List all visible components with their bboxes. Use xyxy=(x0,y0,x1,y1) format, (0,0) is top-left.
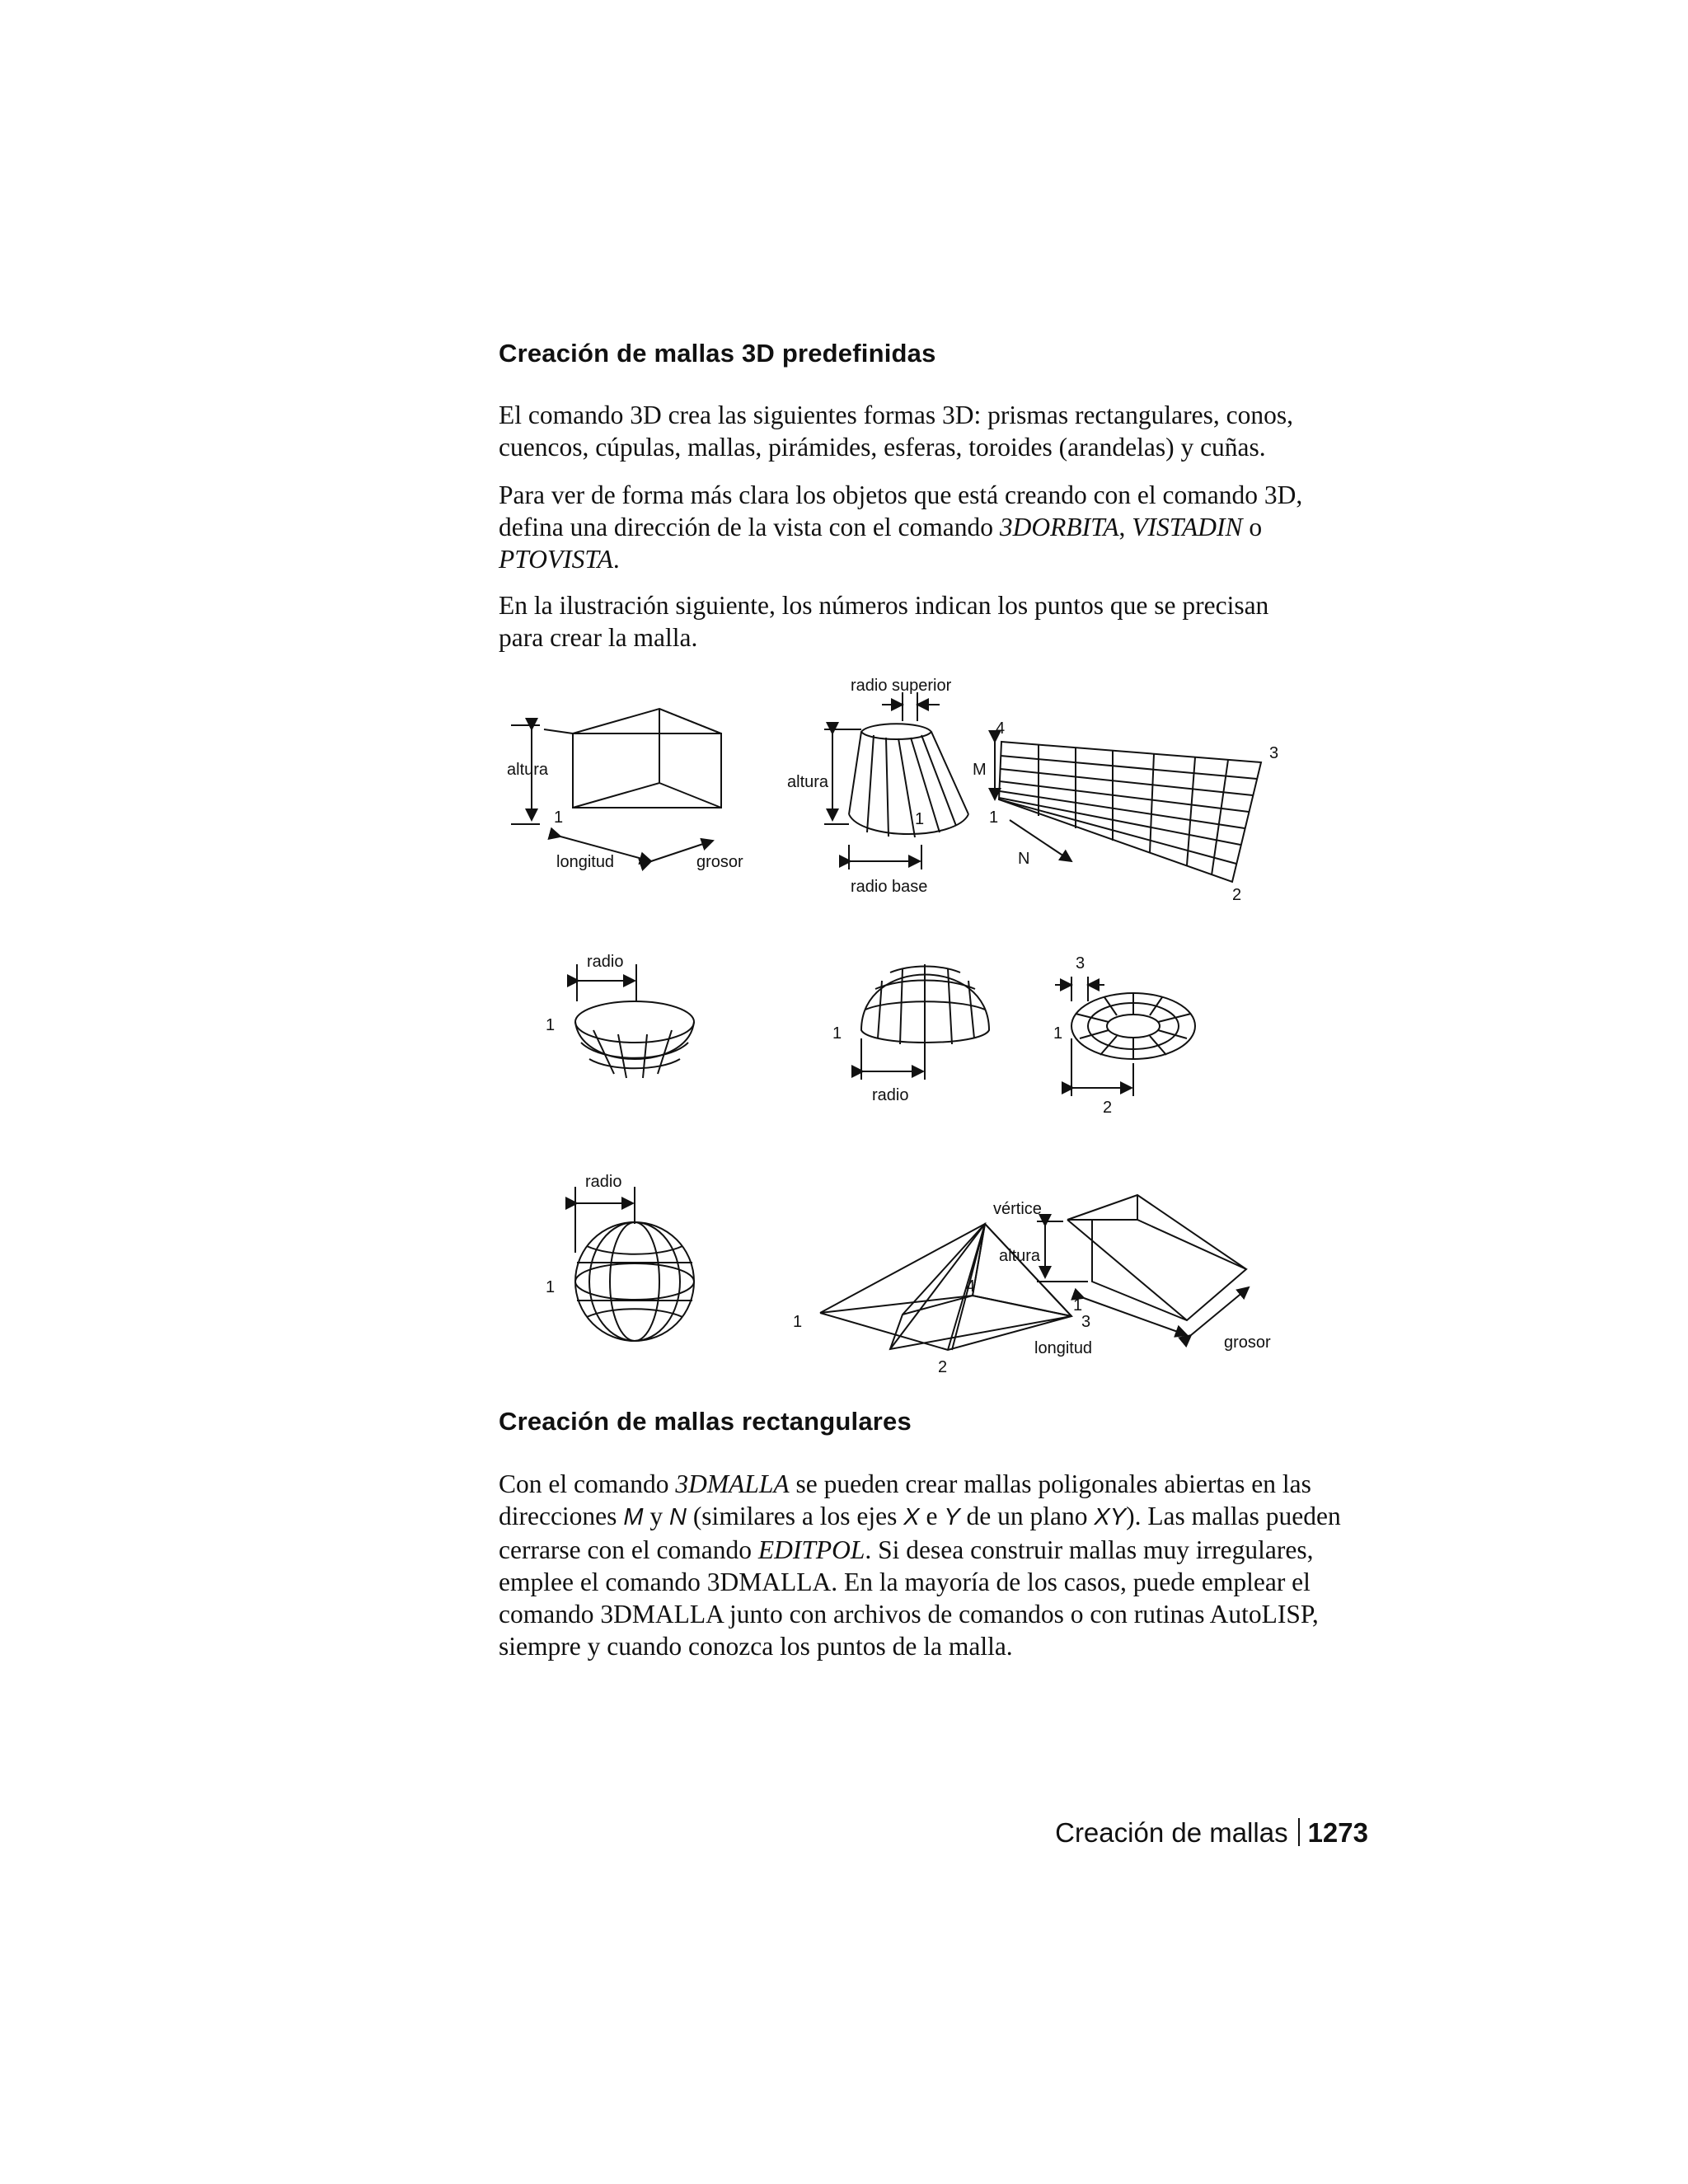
paragraph-view-direction: Para ver de forma más clara los objetos que está creando con el comando 3D, defina una dirección de la vista con el comando 3DORBITA, VISTADIN o PTOVISTA. xyxy=(499,480,1303,574)
mesh-N-label: N xyxy=(1018,850,1030,868)
paragraph-3d-shapes: El comando 3D crea las siguientes formas 3D: prismas rectangulares, conos, cuencos, cúpulas, mallas, pirámides, esferas, toroides (arandelas) y cuñas. xyxy=(499,401,1293,462)
bowl-radio-label: radio xyxy=(587,953,624,971)
dome-diagram xyxy=(832,964,989,1104)
mesh-point-3: 3 xyxy=(1269,744,1279,762)
dome-point-1: 1 xyxy=(832,1024,842,1043)
bowl-point-1: 1 xyxy=(546,1016,556,1034)
pyramid-point-3: 3 xyxy=(1081,1313,1091,1331)
wedge-altura-label: altura xyxy=(999,1247,1041,1265)
command-editpol: EDITPOL xyxy=(757,1535,865,1564)
pyramid-vertice-label: vértice xyxy=(993,1200,1042,1218)
sphere-radio-label: radio xyxy=(585,1173,622,1191)
wedge-grosor-label: grosor xyxy=(1224,1333,1271,1352)
mesh-shapes-figure xyxy=(495,676,1319,1385)
torus-point-2: 2 xyxy=(1103,1099,1113,1117)
wedge-longitud-label: longitud xyxy=(1034,1339,1093,1357)
box-longitud-label: longitud xyxy=(556,853,615,871)
cone-diagram xyxy=(787,677,968,896)
torus-diagram xyxy=(1053,954,1195,1117)
torus-point-3: 3 xyxy=(1076,954,1085,972)
box-diagram xyxy=(507,709,743,871)
cone-radio-superior-label: radio superior xyxy=(851,677,952,695)
box-point-1: 1 xyxy=(554,808,564,827)
box-grosor-label: grosor xyxy=(696,853,743,871)
section-heading-predefined-meshes: Creación de mallas 3D predefinidas xyxy=(499,339,936,368)
paragraph-illustration-intro: En la ilustración siguiente, los números indican los puntos que se precisan para crear la malla. xyxy=(499,591,1269,652)
command-vistadin: VISTADIN xyxy=(1132,513,1243,541)
box-altura-label: altura xyxy=(507,761,549,779)
sphere-point-1: 1 xyxy=(546,1278,556,1296)
paragraph-3dmalla: Con el comando 3DMALLA se pueden crear mallas poligonales abiertas en las direcciones M y N (similares a los ejes X e Y de un plano XY). Las mallas pueden cerrarse con el comando EDITPOL. Si desea construir mallas muy irregulares, emplee el comando 3DMALLA. En la mayoría de los casos, puede emplear el comando 3DMALLA junto con archivos de comandos o con rutinas AutoLISP, siempre y cuando conozca los puntos de la malla. xyxy=(499,1469,1341,1661)
wedge-point-1: 1 xyxy=(1073,1296,1083,1315)
pyramid-point-2: 2 xyxy=(938,1358,948,1376)
command-ptovista: PTOVISTA xyxy=(499,545,613,574)
mesh-point-1: 1 xyxy=(989,808,999,827)
footer-divider xyxy=(1298,1818,1300,1846)
cone-point-1: 1 xyxy=(915,810,925,828)
sphere-diagram xyxy=(546,1173,694,1341)
command-3dmalla: 3DMALLA xyxy=(675,1469,790,1498)
section-heading-rectangular-meshes: Creación de mallas rectangulares xyxy=(499,1407,912,1436)
pyramid-point-4: 4 xyxy=(966,1277,976,1296)
cone-radio-base-label: radio base xyxy=(851,878,928,896)
page-number: 1273 xyxy=(1307,1817,1368,1848)
mesh-M-label: M xyxy=(973,761,987,779)
dome-radio-label: radio xyxy=(872,1086,909,1104)
footer-section-title: Creación de mallas xyxy=(1055,1817,1288,1848)
mesh-diagram xyxy=(973,719,1278,904)
mesh-point-4: 4 xyxy=(996,719,1006,738)
command-3dorbita: 3DORBITA xyxy=(999,513,1119,541)
wedge-diagram xyxy=(999,1195,1271,1357)
pyramid-point-1: 1 xyxy=(793,1313,803,1331)
page-footer xyxy=(1047,1817,1368,1849)
mesh-point-2: 2 xyxy=(1232,886,1242,904)
bowl-diagram xyxy=(546,953,694,1078)
torus-point-1: 1 xyxy=(1053,1024,1063,1043)
cone-altura-label: altura xyxy=(787,773,829,791)
